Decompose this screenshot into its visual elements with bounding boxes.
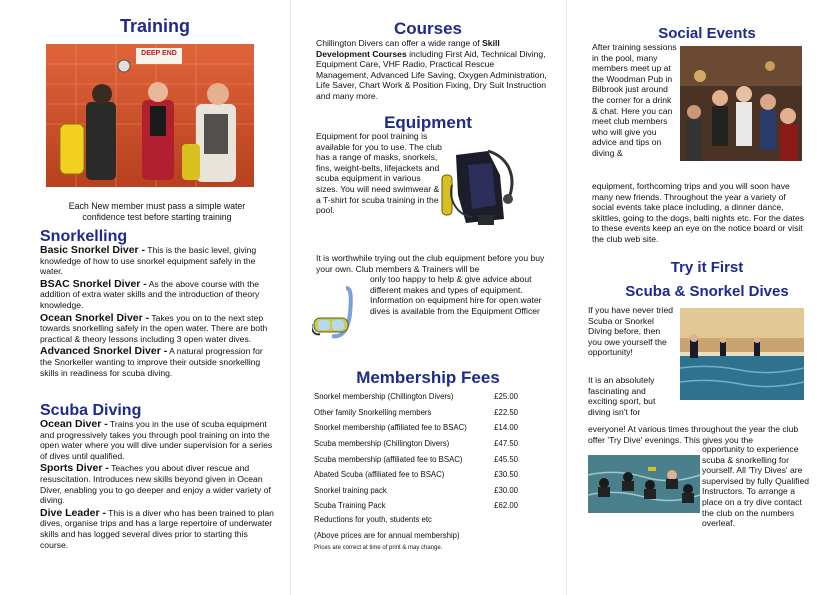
scuba-gear-image bbox=[438, 145, 522, 229]
courses-text: Chillington Divers can offer a wide range of Skill Development Courses including First Aid, Technical Diving, Equipment Care, VHF Radio, Practical Rescue Management, Advanced Life Saving, Oxygen Administration, Life Saver, Chart Work & Position Fixing, Dry Suit Instruction and many more. bbox=[316, 38, 547, 101]
scuba-list bbox=[40, 419, 276, 550]
fee-row: Snorkel training pack £30.00 bbox=[314, 485, 518, 495]
training-caption: Each New member must pass a simple water confidence test before starting training bbox=[68, 201, 246, 222]
training-photo bbox=[46, 44, 254, 187]
fees-note-reductions: Reductions for youth, students etc bbox=[314, 515, 432, 524]
scuba-snorkel-dives-title: Scuba & Snorkel Dives bbox=[625, 283, 789, 300]
snorkel-course-ocean: Ocean Snorkel Diver - Takes you on to the next step towards snorkelling safely in the open water. There are both practical & theory lessons including 3 open water dives. bbox=[40, 311, 268, 344]
social-text-narrow: After training sessions in the pool, many members meet up at the Woodman Pub in Bilbrook just around the corner for a drink & chat. Here you can meet club members who will give you advice and tips on diving & bbox=[592, 42, 677, 158]
fold-line-right bbox=[566, 0, 567, 595]
social-events-photo bbox=[680, 46, 802, 161]
mask-snorkel-image bbox=[312, 284, 368, 344]
fees-table bbox=[314, 389, 518, 514]
snorkelling-title: Snorkelling bbox=[40, 228, 128, 245]
try-dive-photo bbox=[588, 455, 700, 513]
scuba-diving-title: Scuba Diving bbox=[40, 402, 142, 419]
training-title: Training bbox=[119, 16, 190, 36]
social-text-full: equipment, forthcoming trips and you will soon have many new friends. Throughout the year a variety of social events take place including, a dinner dance, skittles, going to the dogs, balti nights etc. For the dates to these events keep an eye on the notice board or visit the club web site. bbox=[592, 181, 805, 244]
snorkel-course-advanced: Advanced Snorkel Diver - A natural progression for the Snorkeller wanting to improve their outside snorkelling skills in readiness for scuba diving. bbox=[40, 345, 263, 378]
membership-fees-title: Membership Fees bbox=[356, 368, 500, 387]
scuba-course-ocean: Ocean Diver - Trains you in the use of scuba equipment and progressively takes you through pool training on into the open water where you will dive under supervision for a series of dives until qualified. bbox=[40, 418, 273, 461]
try-it-para-2b: everyone! At various times throughout the year the club offer 'Try Dive' evenings. This gives you the bbox=[588, 424, 799, 445]
fee-row: Other family Snorkelling members £22.50 bbox=[314, 407, 518, 417]
fees-note-annual: (Above prices are for annual membership) bbox=[314, 531, 460, 540]
courses-title: Courses bbox=[393, 19, 463, 38]
snorkel-course-basic: Basic Snorkel Diver - This is the basic level, giving knowledge of how to use snorkel equipment safely in the water. bbox=[40, 244, 257, 277]
fold-line-left bbox=[290, 0, 291, 595]
equipment-para-2a: It is worthwhile trying out the club equipment before you buy your own. Club members & Trainers will be bbox=[316, 253, 545, 274]
scuba-course-sports: Sports Diver - Teaches you about diver rescue and resuscitation. Introduces new skills beyond given in Ocean Diver, enabling you to go deeper and enjoy a wider variety of diving. bbox=[40, 462, 271, 506]
social-column bbox=[568, 0, 819, 595]
fee-row: Abated Scuba (affiliated fee to BSAC) £30.50 bbox=[314, 470, 518, 480]
training-column bbox=[0, 0, 290, 595]
equipment-para-1: Equipment for pool training is available for you to use. The club has a range of masks, snorkels, fins, weight-belts, lifejackets and scuba equipment in various sizes. You will need swimwear & a T-shirt for scuba training in the pool. bbox=[316, 131, 442, 216]
fee-row: Scuba membership (Chillington Divers) £47.50 bbox=[314, 439, 518, 449]
equipment-para-2b: only too happy to help & give advice about different makes and types of equipment. Information on equipment hire for open water dives is available from the Equipment Officer bbox=[370, 274, 542, 316]
snorkelling-list bbox=[40, 245, 276, 378]
snorkel-course-bsac: BSAC Snorkel Diver - As the above course with the addition of extra water skills and the introduction of theory knowledge. bbox=[40, 277, 260, 310]
fee-row: Snorkel membership (Chillington Divers) £25.00 bbox=[314, 392, 518, 402]
fee-row: Scuba Training Pack £62.00 bbox=[314, 501, 518, 511]
deep-end-sign: DEEP END bbox=[141, 50, 177, 57]
equipment-title: Equipment bbox=[384, 113, 472, 132]
try-it-first-title: Try it First bbox=[670, 259, 744, 276]
courses-column bbox=[292, 0, 564, 595]
try-it-para-1: If you have never tried Scuba or Snorkel Diving before, then you owe yourself the opportunity! bbox=[588, 305, 674, 358]
scuba-course-dive-leader: Dive Leader - This is a diver who has been trained to plan dives, organise trips and has a large repertoire of underwater skills and has logged several dives prior to starting this course. bbox=[40, 506, 274, 550]
try-it-para-2a: It is an absolutely fascinating and exciting sport, but diving isn't for bbox=[588, 375, 656, 417]
fees-note-prices: Prices are correct at time of print & may change. bbox=[314, 545, 443, 551]
social-events-title: Social Events bbox=[658, 25, 756, 42]
fee-row: Scuba membership (affiliated fee to BSAC) £45.50 bbox=[314, 454, 518, 464]
try-it-para-3: opportunity to experience scuba & snorkelling for yourself. All 'Try Dives' are supervised by fully Qualified Instructors. To arrange a place on a try dive contact the club on the numbers overleaf. bbox=[702, 444, 809, 529]
fee-row: Snorkel membership (affiliated fee to BSAC) £14.00 bbox=[314, 423, 518, 433]
pool-photo bbox=[680, 308, 804, 400]
